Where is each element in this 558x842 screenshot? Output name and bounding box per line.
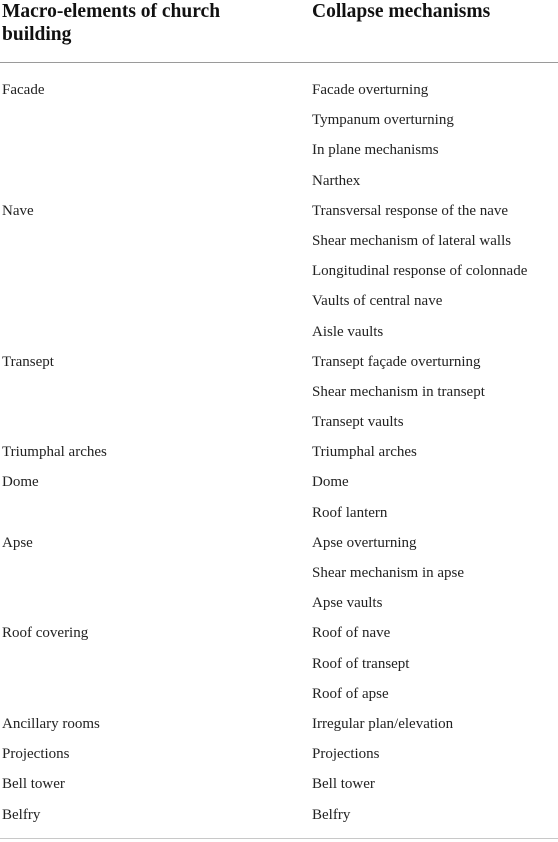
collapse-mechanism-cell: Vaults of central nave <box>312 293 443 310</box>
collapse-mechanism-cell: Aisle vaults <box>312 323 384 340</box>
table-header <box>0 0 558 63</box>
collapse-mechanism-cell: Shear mechanism of lateral walls <box>312 232 512 249</box>
table-row <box>0 75 558 105</box>
macro-element-cell: Roof covering <box>2 625 89 642</box>
collapse-mechanism-cell: Longitudinal response of colonnade <box>312 263 528 280</box>
table-row <box>0 558 558 588</box>
table-row <box>0 347 558 377</box>
table-row <box>0 407 558 437</box>
collapse-mechanism-cell: Transversal response of the nave <box>312 202 509 219</box>
table-row <box>0 256 558 286</box>
table-row <box>0 709 558 739</box>
collapse-mechanism-cell: Dome <box>312 474 349 491</box>
header-collapse-mechanisms: Collapse mechanisms <box>312 1 491 22</box>
macro-element-cell: Bell tower <box>2 776 65 793</box>
collapse-mechanism-cell: Tympanum overturning <box>312 112 454 129</box>
macro-element-cell: Transept <box>2 353 54 370</box>
table-row <box>0 588 558 618</box>
table-row <box>0 105 558 135</box>
table-row <box>0 467 558 497</box>
table-row <box>0 317 558 347</box>
macro-element-cell: Belfry <box>2 806 41 823</box>
collapse-mechanism-cell: Roof of nave <box>312 625 391 642</box>
table-row <box>0 498 558 528</box>
table-row <box>0 769 558 799</box>
table-row <box>0 679 558 709</box>
macro-element-cell: Dome <box>2 474 39 491</box>
table-row <box>0 166 558 196</box>
macro-element-cell: Triumphal arches <box>2 444 107 461</box>
macro-element-cell: Projections <box>2 746 70 763</box>
table-row <box>0 377 558 407</box>
collapse-mechanism-cell: Shear mechanism in transept <box>312 383 485 400</box>
table-body <box>0 75 558 830</box>
table-row <box>0 649 558 679</box>
table-row <box>0 618 558 648</box>
collapse-mechanism-cell: Projections <box>312 746 380 763</box>
header-macro-elements: Macro-elements of church building <box>2 1 221 45</box>
table-row <box>0 226 558 256</box>
macro-element-cell: Ancillary rooms <box>2 715 100 732</box>
table-row <box>0 800 558 830</box>
macro-element-cell: Apse <box>2 534 33 551</box>
macro-element-cell: Nave <box>2 202 34 219</box>
macro-element-cell: Facade <box>2 82 45 98</box>
collapse-mechanism-cell: Bell tower <box>312 776 375 793</box>
collapse-mechanism-cell: Irregular plan/elevation <box>312 715 454 732</box>
table-row <box>0 437 558 467</box>
collapse-mechanism-cell: Triumphal arches <box>312 444 417 461</box>
collapse-mechanism-cell: Belfry <box>312 806 351 823</box>
table-row <box>0 739 558 769</box>
table-row <box>0 196 558 226</box>
table-bottom-rule <box>0 838 558 839</box>
collapse-mechanism-cell: In plane mechanisms <box>312 142 439 159</box>
table-row <box>0 286 558 316</box>
table-row <box>0 528 558 558</box>
collapse-mechanism-cell: Roof of transept <box>312 655 410 672</box>
collapse-mechanism-cell: Roof lantern <box>312 504 388 521</box>
collapse-mechanism-cell: Transept vaults <box>312 414 404 431</box>
table-row <box>0 135 558 165</box>
collapse-mechanism-cell: Apse overturning <box>312 534 417 551</box>
collapse-mechanism-cell: Transept façade overturning <box>312 353 481 370</box>
collapse-mechanism-cell: Narthex <box>312 172 361 189</box>
collapse-mechanism-cell: Roof of apse <box>312 685 389 702</box>
collapse-mechanism-cell: Apse vaults <box>312 595 383 612</box>
collapse-mechanism-cell: Shear mechanism in apse <box>312 565 465 581</box>
collapse-mechanism-cell: Facade overturning <box>312 82 429 98</box>
